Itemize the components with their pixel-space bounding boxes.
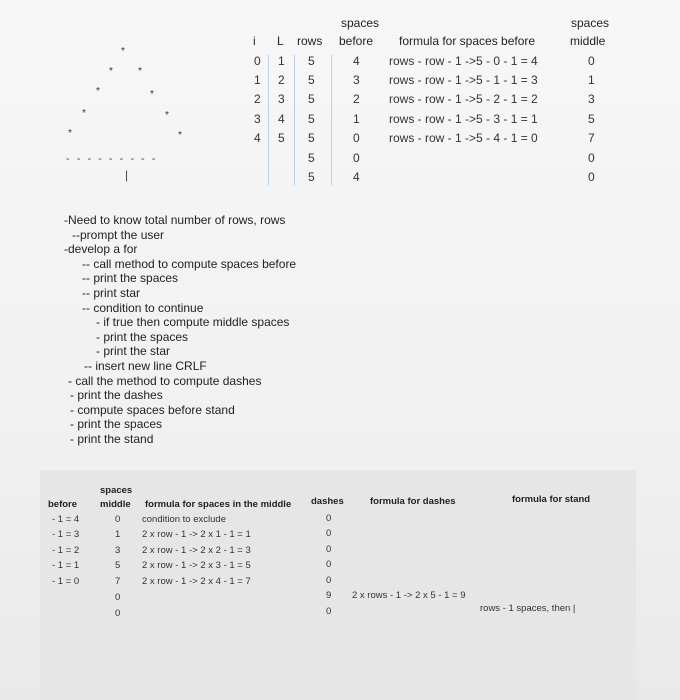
cell-rows: 5: [308, 151, 315, 165]
note-line: - compute spaces before stand: [70, 402, 235, 417]
formula-middle-cell: 2 x row - 1 -> 2 x 1 - 1 = 1: [142, 529, 251, 540]
cell-middle: 0: [588, 54, 595, 68]
note-line: - print the stand: [70, 431, 154, 446]
note-line: -- print star: [82, 285, 141, 300]
cell-formula: rows - row - 1 ->5 - 2 - 1 = 2: [389, 92, 538, 106]
formula-middle-cell: 2 x row - 1 -> 2 x 2 - 1 = 3: [142, 545, 251, 556]
cell-before: 4: [353, 170, 360, 184]
star-mark: *: [121, 46, 125, 57]
grid-line: [268, 55, 269, 185]
cell-i: 0: [254, 54, 261, 68]
cell-middle: 0: [588, 151, 595, 165]
note-line: - print the spaces: [96, 329, 189, 344]
cell-before: 0: [353, 151, 360, 165]
cell-middle: 0: [588, 170, 595, 184]
dashes-cell: 0: [326, 528, 332, 539]
header-formula-middle: formula for spaces in the middle: [145, 499, 292, 510]
note-line: -- print the spaces: [82, 271, 179, 286]
header-middle: middle: [100, 499, 131, 510]
cell-l: 4: [278, 112, 285, 126]
formula-middle-cell: 2 x row - 1 -> 2 x 4 - 1 = 7: [142, 576, 251, 587]
dashes-cell: 0: [326, 559, 332, 570]
cell-before: 1: [353, 112, 360, 126]
middle-cell: 0: [115, 608, 121, 619]
cell-middle: 5: [588, 112, 595, 126]
cell-before: 0: [353, 131, 360, 145]
note-line: -- call method to compute spaces before: [82, 256, 297, 271]
dashes-cell: 0: [326, 513, 332, 524]
star-mark: *: [68, 128, 72, 139]
header-before: before: [48, 499, 78, 510]
note-line: - print the dashes: [70, 388, 163, 403]
header-rows: rows: [297, 34, 323, 48]
note-line: - call the method to compute dashes: [68, 373, 262, 388]
header-formula-stand: formula for stand: [512, 494, 591, 505]
star-mark: *: [165, 110, 169, 121]
cell-l: 5: [278, 131, 285, 145]
cell-rows: 5: [308, 92, 315, 106]
bottom-table: [40, 470, 636, 700]
header-spaces-before-1: spaces: [341, 16, 380, 30]
note-line: - print the star: [96, 344, 171, 359]
formula-middle-cell: 2 x row - 1 -> 2 x 3 - 1 = 5: [142, 560, 251, 571]
star-mark: *: [138, 66, 142, 77]
header-spaces-before-2: before: [339, 34, 374, 48]
cell-rows: 5: [308, 170, 315, 184]
header-dashes: dashes: [311, 496, 344, 507]
cell-formula: rows - row - 1 ->5 - 3 - 1 = 1: [389, 112, 538, 126]
dashes-cell: 0: [326, 544, 332, 555]
cell-i: 2: [254, 92, 261, 106]
cell-i: 1: [254, 73, 261, 87]
grid-line: [331, 55, 332, 185]
before-cell: - 1 = 3: [52, 529, 80, 540]
cell-before: 3: [353, 73, 360, 87]
stand-formula: rows - 1 spaces, then |: [480, 603, 576, 614]
cell-rows: 5: [308, 73, 315, 87]
star-mark: *: [96, 86, 100, 97]
dashes-cell: 9: [326, 590, 332, 601]
header-spaces: spaces: [100, 485, 133, 496]
middle-cell: 0: [115, 592, 121, 603]
middle-cell: 3: [115, 545, 121, 556]
star-mark: *: [178, 130, 182, 141]
cell-l: 2: [278, 73, 285, 87]
note-line: -develop a for: [64, 242, 138, 257]
note-line: -Need to know total number of rows, rows: [64, 213, 286, 227]
middle-cell: 0: [115, 514, 121, 525]
note-line: - print the spaces: [70, 417, 163, 432]
cell-l: 1: [278, 54, 285, 68]
cell-i: 3: [254, 112, 261, 126]
before-cell: - 1 = 0: [52, 576, 80, 587]
dashes-cell: 0: [326, 606, 332, 617]
note-line: --prompt the user: [72, 227, 165, 242]
middle-cell: 1: [115, 529, 121, 540]
header-spaces-middle-2: middle: [570, 34, 606, 48]
star-mark: *: [82, 108, 86, 119]
grid-line: [294, 55, 295, 185]
cell-middle: 3: [588, 92, 595, 106]
cell-rows: 5: [308, 112, 315, 126]
before-cell: - 1 = 2: [52, 545, 80, 556]
cell-l: 3: [278, 92, 285, 106]
header-i: i: [253, 34, 256, 48]
cell-middle: 7: [588, 131, 595, 145]
note-line: -- condition to continue: [82, 300, 204, 315]
header-spaces-middle-1: spaces: [571, 16, 610, 30]
header-formula-dashes: formula for dashes: [370, 496, 456, 507]
before-cell: - 1 = 1: [52, 560, 80, 571]
cell-before: 4: [353, 54, 360, 68]
cell-i: 4: [254, 131, 261, 145]
cell-formula: rows - row - 1 ->5 - 0 - 1 = 4: [389, 54, 538, 68]
stand-mark: |: [125, 168, 129, 182]
dashes-cell: 0: [326, 575, 332, 586]
dashes-formula: 2 x rows - 1 -> 2 x 5 - 1 = 9: [352, 590, 466, 601]
middle-cell: 5: [115, 560, 121, 571]
cell-formula: rows - row - 1 ->5 - 1 - 1 = 3: [389, 73, 538, 87]
middle-cell: 7: [115, 576, 121, 587]
header-l: L: [277, 34, 284, 48]
before-cell: - 1 = 4: [52, 514, 80, 525]
cell-formula: rows - row - 1 ->5 - 4 - 1 = 0: [389, 131, 538, 145]
cell-rows: 5: [308, 131, 315, 145]
cell-rows: 5: [308, 54, 315, 68]
star-mark: *: [150, 89, 154, 100]
star-mark: *: [109, 66, 113, 77]
note-line: -- insert new line CRLF: [84, 358, 207, 373]
header-formula-spaces-before: formula for spaces before: [399, 34, 536, 48]
dashes-line: - - - - - - - - -: [66, 153, 158, 165]
note-line: - if true then compute middle spaces: [96, 315, 290, 330]
cell-middle: 1: [588, 73, 595, 87]
pseudocode-notes: [60, 213, 296, 447]
formula-middle-cell: condition to exclude: [142, 514, 226, 525]
cell-before: 2: [353, 92, 360, 106]
